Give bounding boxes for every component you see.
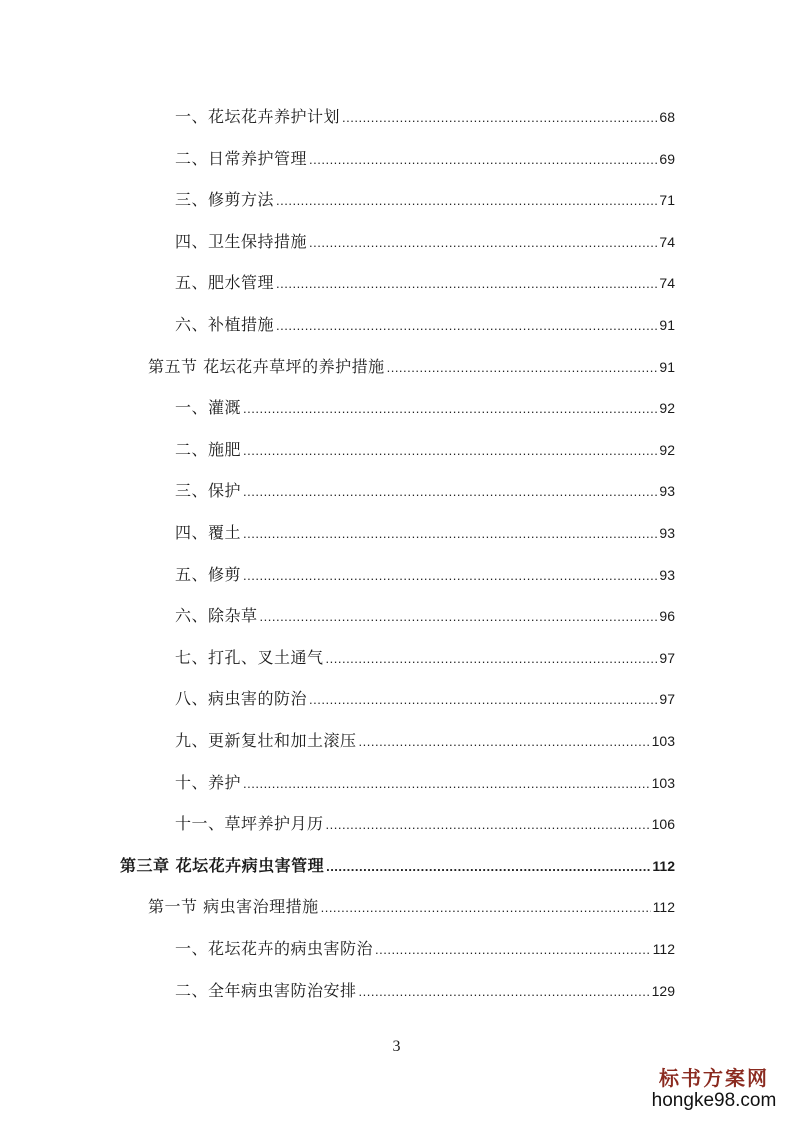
toc-entry-title: 九、更新复壮和加土滚压 [175,731,357,750]
toc-entry[interactable] [175,770,675,794]
toc-entry-title: 二、全年病虫害防治安排 [175,980,357,1000]
toc-dot-leader [243,776,650,791]
toc-entry-page: 91 [659,358,675,375]
toc-entry[interactable] [175,146,675,170]
toc-entry-title: 十、养护 [175,772,242,792]
toc-dot-leader [243,568,657,583]
toc-entry[interactable] [175,270,675,294]
toc-entry-title: 第五节 花坛花卉草坪的养护措施 [148,356,385,376]
toc-entry[interactable] [175,811,675,835]
toc-entry-title: 十一、草坪养护月历 [175,814,324,834]
toc-entry-page: 74 [659,233,675,250]
toc-dot-leader [326,651,658,666]
toc-entry-page: 93 [659,525,675,541]
toc-entry-title: 五、肥水管理 [175,273,275,293]
toc-entry[interactable] [175,686,675,710]
toc-entry-title: 六、补植措施 [175,315,275,334]
toc-entry-title: 三、修剪方法 [175,190,275,210]
toc-dot-leader [309,235,657,250]
toc-entry-title: 一、花坛花卉的病虫害防治 [175,939,374,958]
toc-entry[interactable] [175,978,675,1002]
toc-entry-title: 一、灌溉 [175,398,242,418]
toc-entry[interactable] [120,853,675,877]
toc-dot-leader [387,360,658,375]
toc-entry[interactable] [175,562,675,586]
toc-entry-title: 五、修剪 [175,564,242,584]
toc-entry-page: 69 [659,150,675,167]
toc-entry[interactable] [175,645,675,669]
toc-dot-leader [342,110,657,125]
toc-entry[interactable] [175,478,675,502]
toc-entry[interactable] [148,354,675,378]
watermark-logo [649,1066,779,1112]
toc-entry-title: 四、覆土 [175,523,242,542]
toc-dot-leader [326,859,650,874]
toc-entry-page: 93 [659,483,675,500]
toc-entry[interactable] [175,437,675,461]
toc-dot-leader [276,193,657,208]
toc-entry-title: 第三章 花坛花卉病虫害管理 [120,855,325,875]
toc-entry-page: 71 [659,192,675,209]
watermark-url: hongke98.com [651,1090,777,1111]
toc-entry-page: 103 [651,774,675,791]
toc-entry-title: 六、除杂草 [175,606,258,626]
toc-entry-page: 93 [659,566,675,583]
toc-entry-page: 68 [659,109,675,125]
toc-dot-leader [276,318,657,333]
toc-entry-title: 三、保护 [175,481,242,501]
toc-entry-page: 112 [652,941,675,957]
toc-entry-page: 96 [659,608,675,625]
toc-dot-leader [243,526,657,541]
toc-entry-page: 91 [659,317,675,333]
toc-entry-page: 129 [651,982,675,999]
toc-dot-leader [243,484,657,499]
toc-dot-leader [321,900,651,915]
toc-dot-leader [375,942,651,957]
toc-entry[interactable] [175,229,675,253]
toc-entry[interactable] [175,936,675,960]
toc-entry[interactable] [148,894,675,918]
toc-entry-page: 97 [659,691,675,708]
toc-entry-page: 103 [651,733,675,749]
toc-dot-leader [260,609,658,624]
toc-entry-page: 106 [651,816,675,833]
toc-entry-page: 92 [659,441,675,458]
toc-entry[interactable] [175,312,675,336]
toc-entry-page: 74 [659,275,675,292]
toc-entry[interactable] [175,603,675,627]
toc-dot-leader [243,401,657,416]
toc-dot-leader [359,734,650,749]
toc-dot-leader [276,276,657,291]
toc-dot-leader [309,152,657,167]
toc-entry-title: 七、打孔、叉土通气 [175,647,324,667]
toc-dot-leader [243,443,657,458]
toc-entry-title: 第一节 病虫害治理措施 [148,897,319,917]
toc-entry[interactable] [175,187,675,211]
toc-dot-leader [359,984,650,999]
toc-entry[interactable] [175,104,675,128]
toc-entry-title: 八、病虫害的防治 [175,689,308,709]
toc-entry-page: 92 [659,400,675,417]
toc-entry[interactable] [175,728,675,752]
toc-entry-page: 97 [659,649,675,666]
toc-entry-title: 二、施肥 [175,439,242,459]
toc-entry-title: 一、花坛花卉养护计划 [175,107,341,126]
toc-entry-page: 112 [652,899,675,916]
toc-dot-leader [309,692,657,707]
page-number: 3 [392,1038,401,1055]
watermark-title: 标书方案网 [659,1066,769,1090]
toc-dot-leader [326,817,650,832]
toc-entry-page: 112 [652,857,675,874]
toc-entry-title: 二、日常养护管理 [175,148,308,168]
toc-entry[interactable] [175,395,675,419]
toc-entry[interactable] [175,520,675,544]
toc-entry-title: 四、卫生保持措施 [175,231,308,251]
